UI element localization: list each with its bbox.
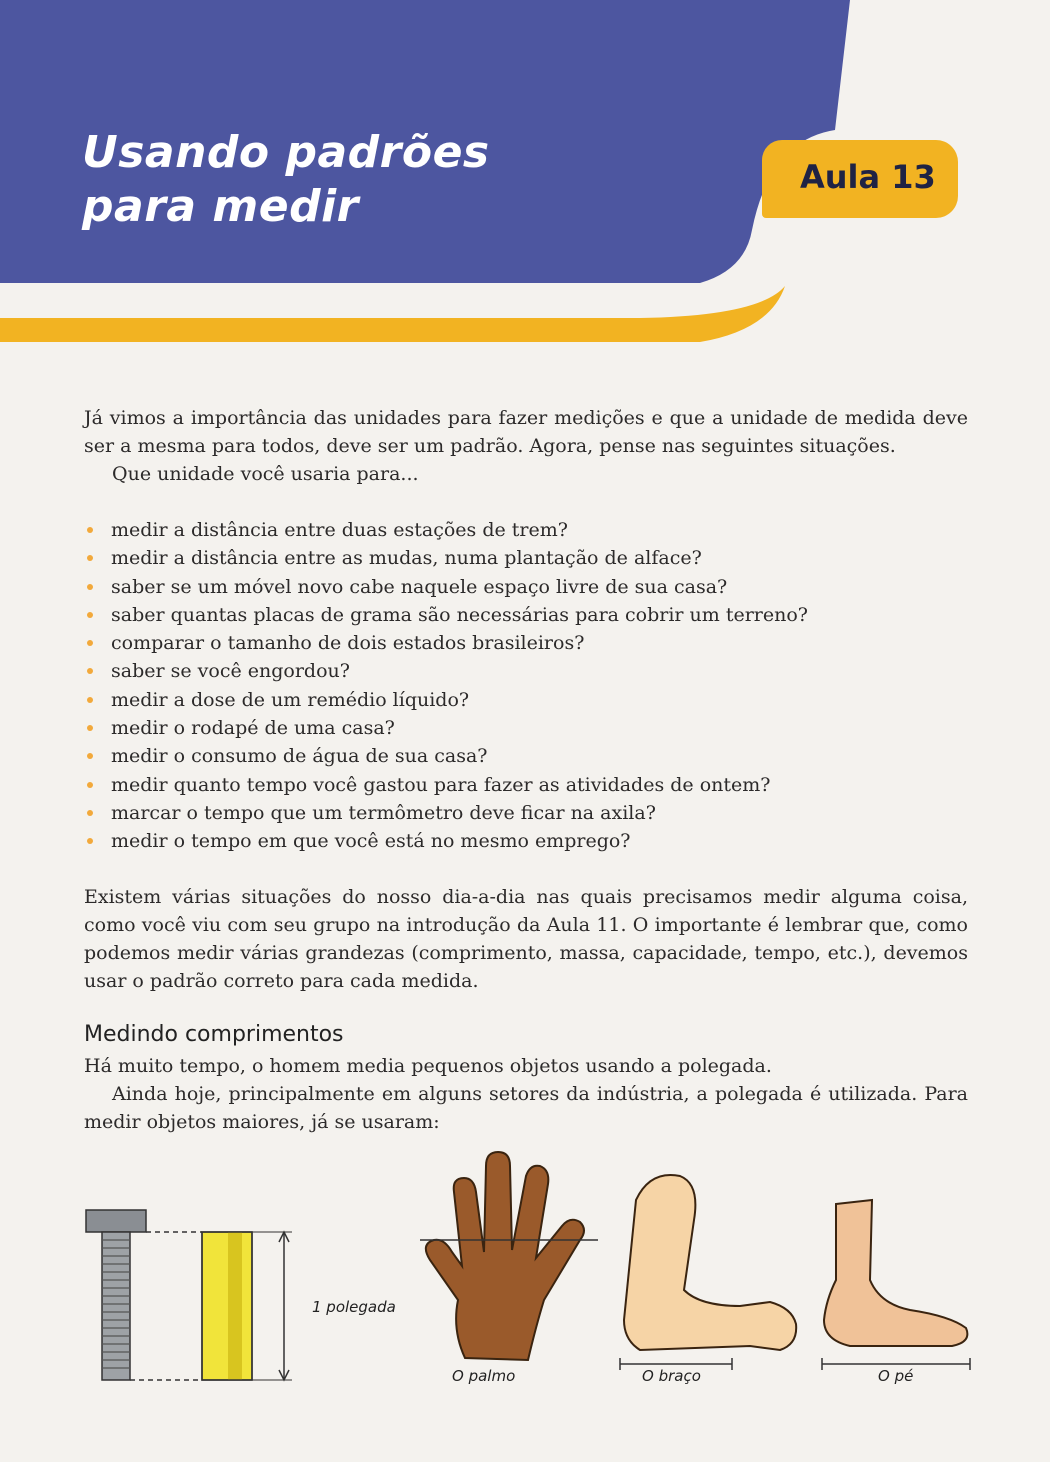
section-paragraph-2: Ainda hoje, principalmente em alguns setores da indústria, a polegada é utilizada. Para medir objetos maiores, já se usaram: — [84, 1083, 968, 1133]
palm-label: O palmo — [452, 1367, 516, 1385]
situation-list — [84, 516, 808, 856]
section-paragraph-1: Há muito tempo, o homem media pequenos objetos usando a polegada. — [84, 1055, 772, 1077]
inch-label: 1 polegada — [312, 1298, 396, 1316]
list-item: medir a distância entre as mudas, numa plantação de alface? — [84, 544, 808, 572]
intro-question: Que unidade você usaria para... — [112, 463, 419, 485]
list-item: saber se um móvel novo cabe naquele espaço livre de sua casa? — [84, 573, 808, 601]
inch-block-icon — [202, 1232, 292, 1380]
section-heading: Medindo comprimentos — [84, 1022, 344, 1047]
lesson-badge-label: Aula 13 — [800, 158, 936, 196]
hand-icon — [420, 1152, 598, 1360]
page-title: Usando padrões para medir — [82, 127, 490, 232]
bolt-icon — [86, 1210, 202, 1380]
list-item: saber se você engordou? — [84, 657, 808, 685]
list-item: saber quantas placas de grama são necessárias para cobrir um terreno? — [84, 601, 808, 629]
list-item: medir o tempo em que você está no mesmo emprego? — [84, 827, 808, 855]
list-item: marcar o tempo que um termômetro deve ficar na axila? — [84, 799, 808, 827]
body-paragraph: Existem várias situações do nosso dia-a-dia nas quais precisamos medir alguma coisa, como você viu com seu grupo na introdução da Aula 11. O importante é lembrar que, como podemos medir várias grandezas (comprimento, massa, capacidade, tempo, etc.), devemos usar o padrão correto para cada medida. — [84, 886, 968, 992]
list-item: medir o consumo de água de sua casa? — [84, 742, 808, 770]
list-item: medir a dose de um remédio líquido? — [84, 686, 808, 714]
arm-icon — [620, 1175, 796, 1370]
list-item: medir o rodapé de uma casa? — [84, 714, 808, 742]
arm-label: O braço — [642, 1367, 701, 1385]
list-item: comparar o tamanho de dois estados brasileiros? — [84, 629, 808, 657]
list-item: medir quanto tempo você gastou para fazer as atividades de ontem? — [84, 771, 808, 799]
intro-paragraph: Já vimos a importância das unidades para fazer medições e que a unidade de medida deve ser a mesma para todos, deve ser um padrão. Agora, pense nas seguintes situações. — [84, 407, 968, 457]
foot-label: O pé — [878, 1367, 914, 1385]
measurement-illustration — [80, 1140, 980, 1400]
list-item: medir a distância entre duas estações de trem? — [84, 516, 808, 544]
foot-icon — [822, 1200, 970, 1370]
